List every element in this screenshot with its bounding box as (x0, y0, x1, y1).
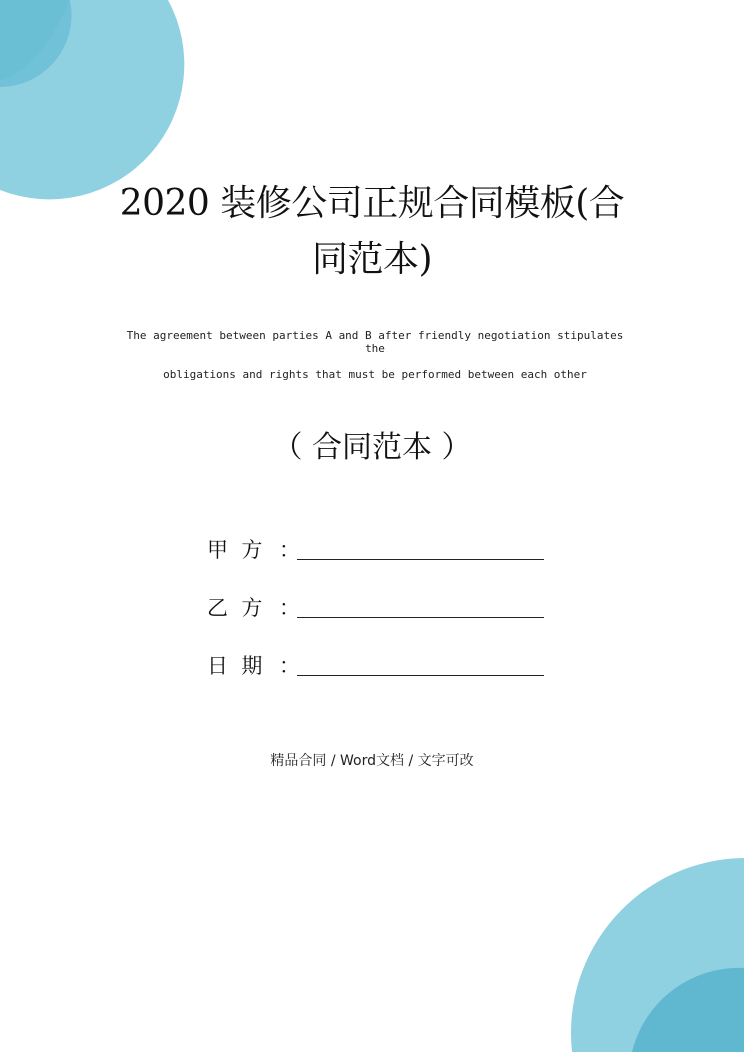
party-b-field (207, 588, 544, 622)
party-a-field (207, 530, 544, 564)
contract-heading: （ 合同范本 ） (272, 430, 472, 465)
subtitle-line-1: The agreement between parties A and B after friendly negotiation stipulates the (126, 329, 624, 355)
party-b-blank-line[interactable] (297, 595, 544, 618)
party-b-colon: ： (279, 596, 300, 620)
footer-note: 精品合同 / Word文档 / 文字可改 (270, 753, 474, 769)
subtitle-line-2: obligations and rights that must be performed between each other (163, 368, 587, 381)
party-a-label: 甲 方 (207, 538, 263, 562)
date-label: 日 期 (207, 654, 263, 678)
title-line-2: 同范本) (311, 239, 433, 280)
party-a-colon: ： (279, 538, 300, 562)
date-blank-line[interactable] (297, 653, 544, 676)
date-field (207, 646, 544, 680)
date-colon: ： (279, 654, 300, 678)
document-title (110, 176, 634, 288)
title-line-1: 2020 装修公司正规合同模板(合 (119, 183, 625, 224)
party-b-label: 乙 方 (207, 596, 263, 620)
party-a-blank-line[interactable] (297, 537, 544, 560)
